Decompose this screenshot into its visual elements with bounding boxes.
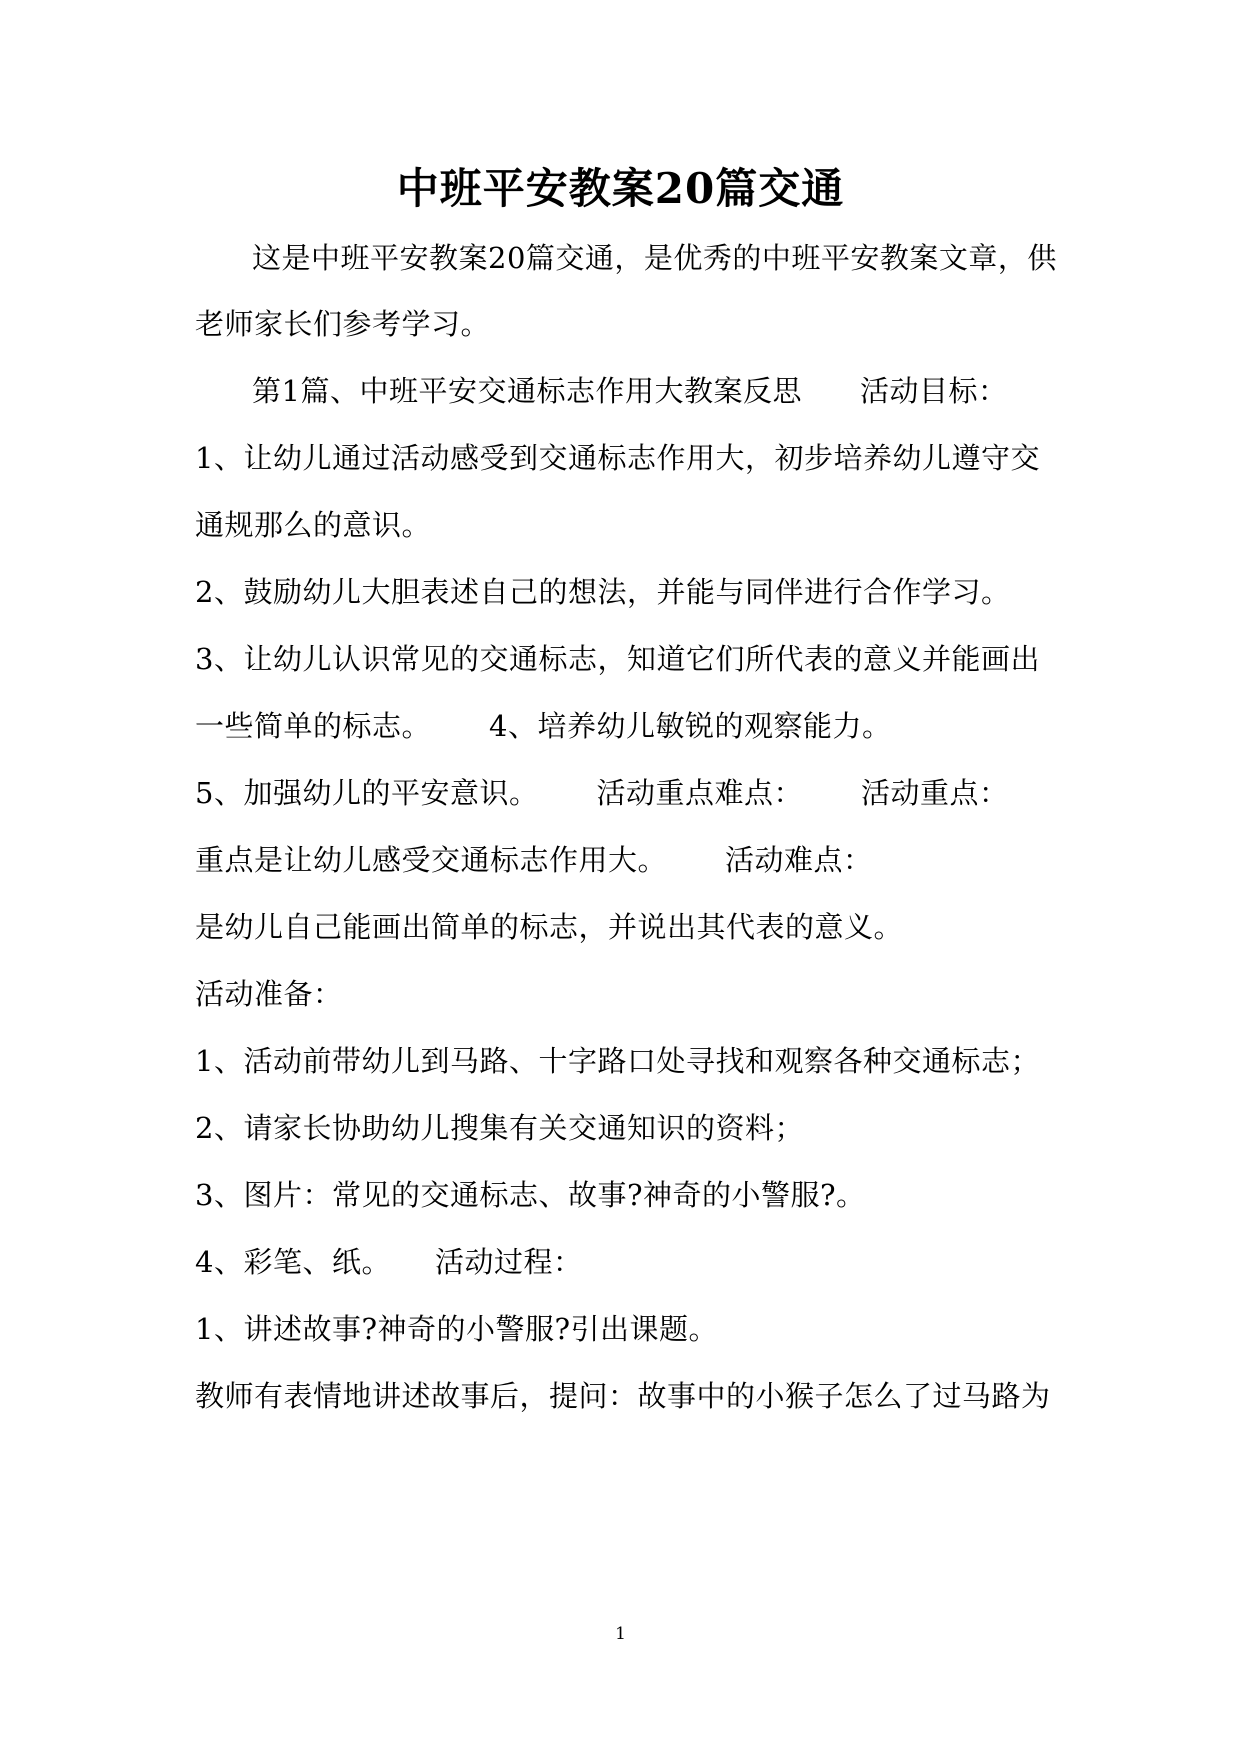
focus-label: 活动重点： (860, 776, 1009, 810)
goal-3-line-2: 一些简单的标志。 (195, 709, 432, 743)
preparation-label: 活动准备： (195, 977, 343, 1011)
goal-3-line-1: 3、让幼儿认识常见的交通标志，知道它们所代表的意义并能画出 (195, 642, 1040, 676)
intro-line-1: 这是中班平安教案20篇交通，是优秀的中班平安教案文章，供 (252, 241, 1057, 275)
preparation-4-line (195, 1242, 582, 1282)
page-number: 1 (615, 1624, 626, 1644)
section-heading-line (252, 371, 1007, 411)
goal-3-4-line (195, 706, 891, 746)
goal-2: 2、鼓励幼儿大胆表述自己的想法，并能与同伴进行合作学习。 (195, 575, 1011, 609)
goal-4: 4、培养幼儿敏锐的观察能力。 (489, 709, 892, 743)
preparation-4: 4、彩笔、纸。 (195, 1245, 391, 1279)
focus-line (195, 840, 873, 880)
preparation-3: 3、图片：常见的交通标志、故事?神奇的小警服?。 (195, 1178, 866, 1212)
difficulty-label: 活动难点： (725, 843, 873, 877)
difficulty-text: 是幼儿自己能画出简单的标志，并说出其代表的意义。 (195, 910, 904, 944)
goal-5: 5、加强幼儿的平安意识。 (195, 776, 539, 810)
intro-line-2: 老师家长们参考学习。 (195, 307, 491, 341)
section-heading: 第1篇、中班平安交通标志作用大教案反思 (252, 374, 802, 408)
preparation-2: 2、请家长协助幼儿搜集有关交通知识的资料； (195, 1111, 804, 1145)
process-label: 活动过程： (434, 1245, 583, 1279)
goals-label: 活动目标： (859, 374, 1008, 408)
process-step-1: 1、讲述故事?神奇的小警服?引出课题。 (195, 1312, 719, 1346)
goal-5-line (195, 773, 1008, 813)
preparation-1: 1、活动前带幼儿到马路、十字路口处寻找和观察各种交通标志； (195, 1044, 1040, 1078)
process-step-1-text: 教师有表情地讲述故事后，提问：故事中的小猴子怎么了过马路为 (195, 1379, 1051, 1413)
goal-1-line-1: 1、让幼儿通过活动感受到交通标志作用大，初步培养幼儿遵守交 (195, 441, 1040, 475)
page-title: 中班平安教案20篇交通 (396, 164, 845, 213)
goal-1-line-2: 通规那么的意识。 (195, 508, 432, 542)
focus-text: 重点是让幼儿感受交通标志作用大。 (195, 843, 668, 877)
keypoints-label: 活动重点难点： (596, 776, 803, 810)
